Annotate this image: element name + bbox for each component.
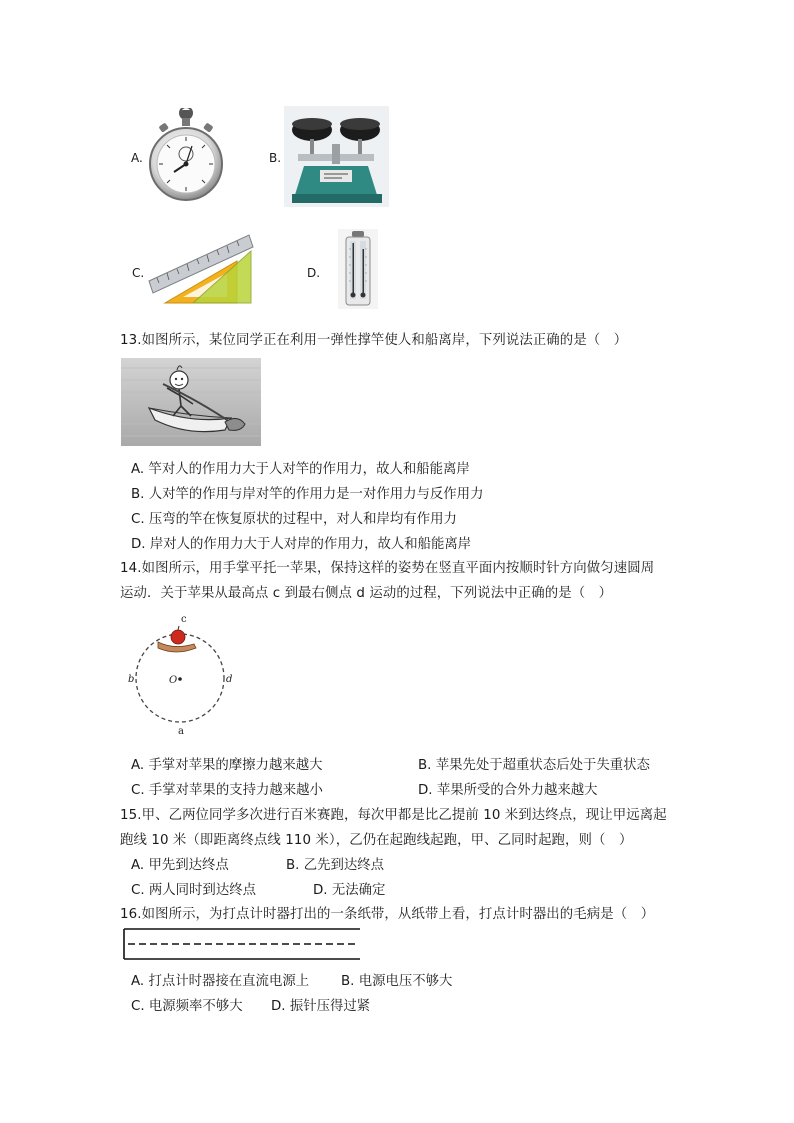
label-b: b: [128, 674, 135, 685]
q14-option-a[interactable]: A. 手掌对苹果的摩擦力越来越大: [131, 758, 323, 773]
q14-option-d[interactable]: D. 苹果所受的合外力越来越大: [418, 783, 598, 798]
q12-option-b-label: B.: [269, 151, 282, 165]
q16-option-d[interactable]: D. 振针压得过紧: [271, 999, 371, 1014]
q14-stem-line1: 14.如图所示，用手掌平托一苹果，保持这样的姿势在竖直平面内按顺时针方向做匀速圆周: [120, 561, 655, 576]
q14-option-c[interactable]: C. 手掌对苹果的支持力越来越小: [131, 783, 323, 798]
q16-option-b[interactable]: B. 电源电压不够大: [341, 974, 453, 989]
q12-option-d-label: D.: [307, 266, 321, 280]
paper-tape-figure: [120, 926, 366, 962]
stopwatch-icon: [148, 108, 224, 202]
q12-option-a-label: A.: [131, 151, 143, 165]
q15-option-a[interactable]: A. 甲先到达终点: [131, 858, 229, 873]
q14-option-b[interactable]: B. 苹果先处于超重状态后处于失重状态: [418, 758, 650, 773]
q13-option-a[interactable]: A. 竿对人的作用力大于人对竿的作用力，故人和船能离岸: [131, 462, 470, 477]
q12-option-c-label: C.: [132, 266, 145, 280]
q15-option-b[interactable]: B. 乙先到达终点: [286, 858, 385, 873]
balance-scale-icon: [284, 106, 389, 207]
label-o: O: [169, 675, 178, 686]
q13-stem: 13.如图所示，某位同学正在利用一弹性撑竿使人和船离岸，下列说法正确的是（ ）: [120, 333, 628, 348]
label-d: d: [226, 674, 233, 685]
label-c: c: [181, 614, 187, 625]
q15-option-c[interactable]: C. 两人同时到达终点: [131, 883, 256, 898]
q15-stem-line1: 15.甲、乙两位同学多次进行百米赛跑，每次甲都是比乙提前 10 米到达终点，现让甲远离起: [120, 808, 667, 823]
q13-option-c[interactable]: C. 压弯的竿在恢复原状的过程中，对人和岸均有作用力: [131, 512, 457, 527]
q14-stem-line2: 运动．关于苹果从最高点 c 到最右侧点 d 运动的过程，下列说法中正确的是（ ）: [120, 586, 613, 601]
thermometer-icon: [338, 229, 378, 309]
q13-option-d[interactable]: D. 岸对人的作用力大于人对岸的作用力，故人和船能离岸: [131, 537, 472, 552]
q16-option-a[interactable]: A. 打点计时器接在直流电源上: [131, 974, 310, 989]
boat-pole-figure: [121, 358, 261, 446]
q16-option-c[interactable]: C. 电源频率不够大: [131, 999, 243, 1014]
q15-stem-line2: 跑线 10 米（即距离终点线 110 米），乙仍在起跑线起跑，甲、乙同时起跑，则（ ）: [120, 833, 633, 848]
ruler-set-icon: [147, 231, 254, 306]
circular-motion-figure: [124, 612, 244, 738]
label-a: a: [178, 726, 184, 737]
q15-option-d[interactable]: D. 无法确定: [313, 883, 386, 898]
q16-stem: 16.如图所示，为打点计时器打出的一条纸带，从纸带上看，打点计时器出的毛病是（ ）: [120, 907, 655, 922]
q13-option-b[interactable]: B. 人对竿的作用与岸对竿的作用力是一对作用力与反作用力: [131, 487, 484, 502]
